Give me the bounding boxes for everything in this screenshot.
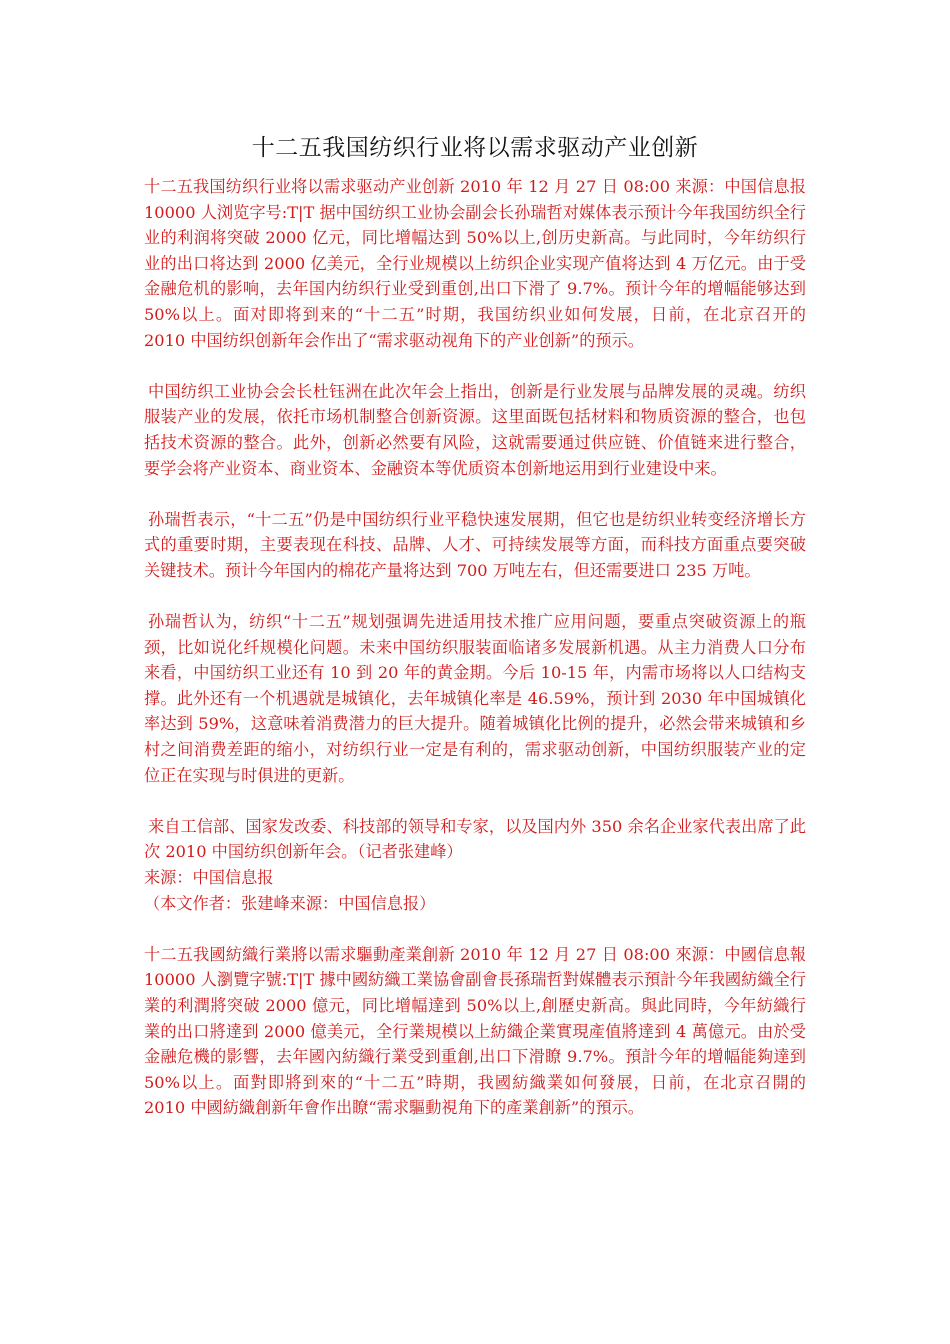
paragraph-intro-traditional: 十二五我國紡織行業將以需求驅動產業創新 2010 年 12 月 27 日 08:00 來源：中國信息報 10000 人瀏覽字號:T|T 據中國紡織工業協會副會長孫瑞哲對媒體表示預計今年我國紡織全行業的利潤將突破 2000 億元，同比增幅達到 50%以上,創歷史新高。與此同時，今年紡織行業的出口將達到 2000 億美元，全行業規模以上紡織企業實現產值將達到 4 萬億元。由於受金融危機的影響，去年國內紡織行業受到重創,出口下滑瞭 9.7%。預計今年的增幅能夠達到 50%以上。面對即將到來的“十二五”時期，我國紡織業如何發展，日前，在北京召開的 2010 中國紡織創新年會作出瞭“需求驅動視角下的產業創新”的預示。 xyxy=(144,944,806,1118)
paragraph-sun-ruizhe-statement: 孙瑞哲表示，“十二五”仍是中国纺织行业平稳快速发展期，但它也是纺织业转变经济增长方式的重要时期，主要表现在科技、品牌、人才、可持续发展等方面，而科技方面重点要突破关键技术。预计今年国内的棉花产量将达到 700 万吨左右，但还需要进口 235 万吨。 xyxy=(144,509,806,580)
paragraph-gap xyxy=(144,353,806,379)
paragraph-attendees: 来自工信部、国家发改委、科技部的领导和专家，以及国内外 350 余名企业家代表出席了此次 2010 中国纺织创新年会。（记者张建峰） xyxy=(144,816,806,862)
paragraph-sun-ruizhe-opinion: 孙瑞哲认为，纺织“十二五”规划强调先进适用技术推广应用问题，要重点突破资源上的瓶颈，比如说化纤规模化问题。未来中国纺织服装面临诸多发展新机遇。从主力消费人口分布来看，中国纺织工业还有 10 到 20 年的黄金期。今后 10-15 年，内需市场将以人口结构支撑。此外还有一个机遇就是城镇化，去年城镇化率是 46.59%，预计到 2030 年中国城镇化率达到 59%，这意味着消费潜力的巨大提升。随着城镇化比例的提升，必然会带来城镇和乡村之间消费差距的缩小，对纺织行业一定是有利的，需求驱动创新，中国纺织服装产业的定位正在实现与时俱进的更新。 xyxy=(144,612,806,785)
document-page xyxy=(144,130,806,1121)
source-line: 来源：中国信息报 xyxy=(144,868,274,888)
paragraph-du-yuzhou: 中国纺织工业协会会长杜钰洲在此次年会上指出，创新是行业发展与品牌发展的灵魂。纺织服装产业的发展，依托市场机制整合创新资源。这里面既包括材料和物质资源的整合，也包括技术资源的整合。此外，创新必然要有风险，这就需要通过供应链、价值链来进行整合，要学会将产业资本、商业资本、金融资本等优质资本创新地运用到行业建设中来。 xyxy=(144,381,806,478)
paragraph-gap xyxy=(144,481,806,507)
paragraph-intro-simplified: 十二五我国纺织行业将以需求驱动产业创新 2010 年 12 月 27 日 08:00 来源：中国信息报 10000 人浏览字号:T|T 据中国纺织工业协会副会长孙瑞哲对媒体表示预计今年我国纺织全行业的利润将突破 2000 亿元，同比增幅达到 50%以上,创历史新高。与此同时，今年纺织行业的出口将达到 2000 亿美元，全行业规模以上纺织企业实现产值将达到 4 万亿元。由于受金融危机的影响，去年国内纺织行业受到重创,出口下滑了 9.7%。预计今年的增幅能够达到 50%以上。面对即将到来的“十二五”时期，我国纺织业如何发展，日前，在北京召开的 2010 中国纺织创新年会作出了“需求驱动视角下的产业创新”的预示。 xyxy=(144,177,806,350)
paragraph-gap xyxy=(144,916,806,942)
author-line: （本文作者：张建峰来源：中国信息报） xyxy=(144,893,436,913)
paragraph-gap xyxy=(144,584,806,610)
document-title: 十二五我国纺织行业将以需求驱动产业创新 xyxy=(251,135,699,161)
paragraph-gap xyxy=(144,788,806,814)
